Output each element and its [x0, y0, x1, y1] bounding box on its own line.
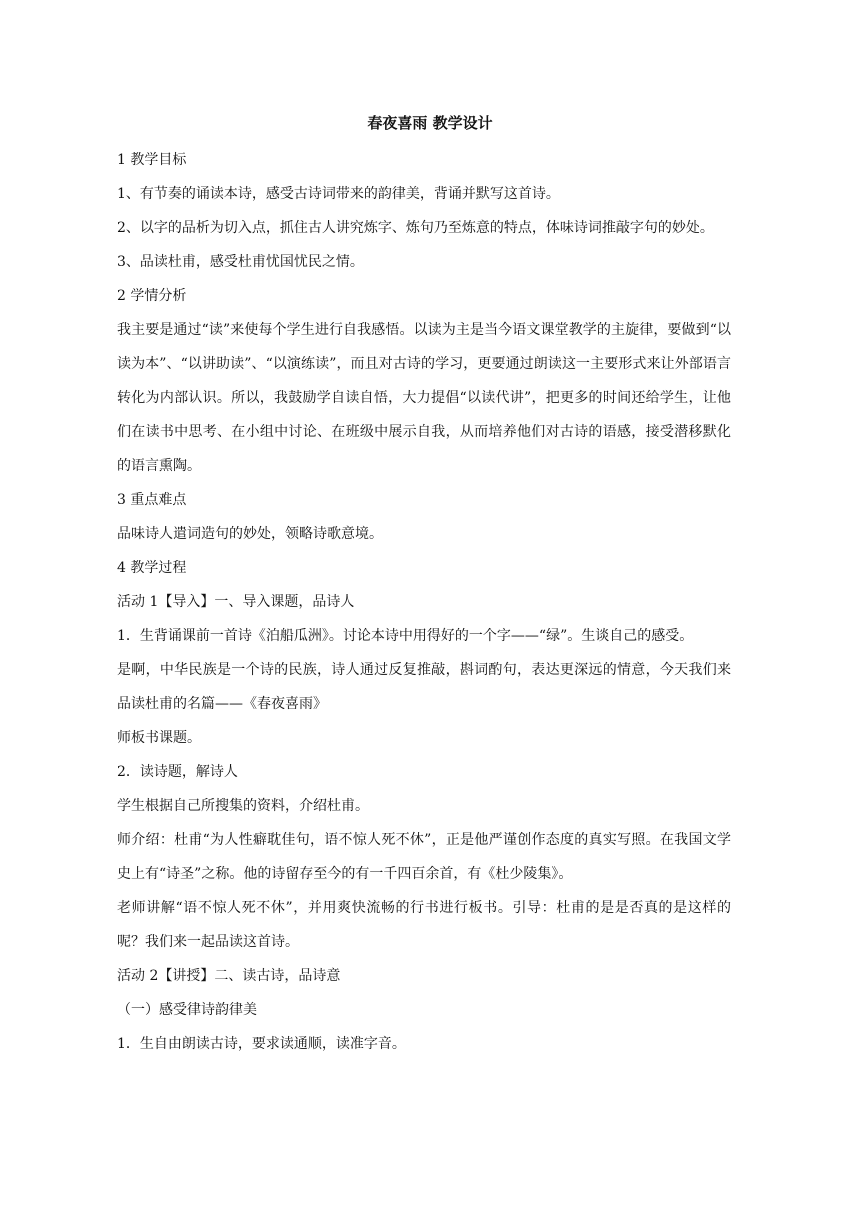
activity-1-teacher-intro: 师介绍：杜甫“为人性癖耽佳句，语不惊人死不休”，正是他严谨创作态度的真实写照。在我国文学史上有“诗圣”之称。他的诗留存至今的有一千四百余首，有《杜少陵集》。: [117, 832, 731, 882]
section-heading-process: 4 教学过程: [117, 560, 187, 576]
activity-1-paragraph: 是啊，中华民族是一个诗的民族，诗人通过反复推敲，斟词酌句，表达更深远的情意，今天我们来品读杜甫的名篇——《春夜喜雨》: [117, 662, 731, 712]
section-heading-objectives: 1 教学目标: [117, 152, 187, 168]
activity-1-step-1: 1．生背诵课前一首诗《泊船瓜洲》。讨论本诗中用得好的一个字——“绿”。生谈自己的感受。: [117, 628, 694, 644]
section-heading-analysis: 2 学情分析: [117, 288, 187, 304]
activity-1-teacher-explain: 老师讲解“语不惊人死不休”，并用爽快流畅的行书进行板书。引导：杜甫的是是否真的是这样的呢？我们来一起品读这首诗。: [117, 900, 731, 950]
activity-2-heading: 活动 2【讲授】二、读古诗，品诗意: [117, 968, 341, 984]
objective-1: 1、有节奏的诵读本诗，感受古诗词带来的韵律美，背诵并默写这首诗。: [117, 186, 560, 202]
objective-3: 3、品读杜甫，感受杜甫忧国忧民之情。: [117, 254, 364, 270]
activity-1-student-intro: 学生根据自己所搜集的资料，介绍杜甫。: [117, 798, 369, 814]
key-points-paragraph: 品味诗人遣词造句的妙处，领略诗歌意境。: [117, 526, 383, 542]
objective-2: 2、以字的品析为切入点，抓住古人讲究炼字、炼句乃至炼意的特点，体味诗词推敲字句的妙处。: [117, 220, 714, 236]
document-title: 春夜喜雨 教学设计: [367, 114, 493, 132]
activity-1-heading: 活动 1【导入】一、导入课题，品诗人: [117, 594, 355, 610]
activity-2-subheading: （一）感受律诗韵律美: [117, 1002, 257, 1018]
analysis-paragraph: 我主要是通过“读”来使每个学生进行自我感悟。以读为主是当今语文课堂教学的主旋律，要做到“以读为本”、“以讲助读”、“以演练读”，而且对古诗的学习，更要通过朗读这一主要形式来让外部语言转化为内部认识。所以，我鼓励学自读自悟，大力提倡“以读代讲”，把更多的时间还给学生，让他们在读书中思考、在小组中讨论、在班级中展示自我，从而培养他们对古诗的语感，接受潜移默化的语言熏陶。: [117, 322, 731, 474]
activity-2-step-1: 1．生自由朗读古诗，要求读通顺，读准字音。: [117, 1036, 406, 1052]
document-body: [117, 143, 731, 1061]
section-heading-key-points: 3 重点难点: [117, 492, 187, 508]
activity-1-board-note: 师板书课题。: [117, 730, 201, 746]
activity-1-step-2: 2．读诗题，解诗人: [117, 764, 238, 780]
